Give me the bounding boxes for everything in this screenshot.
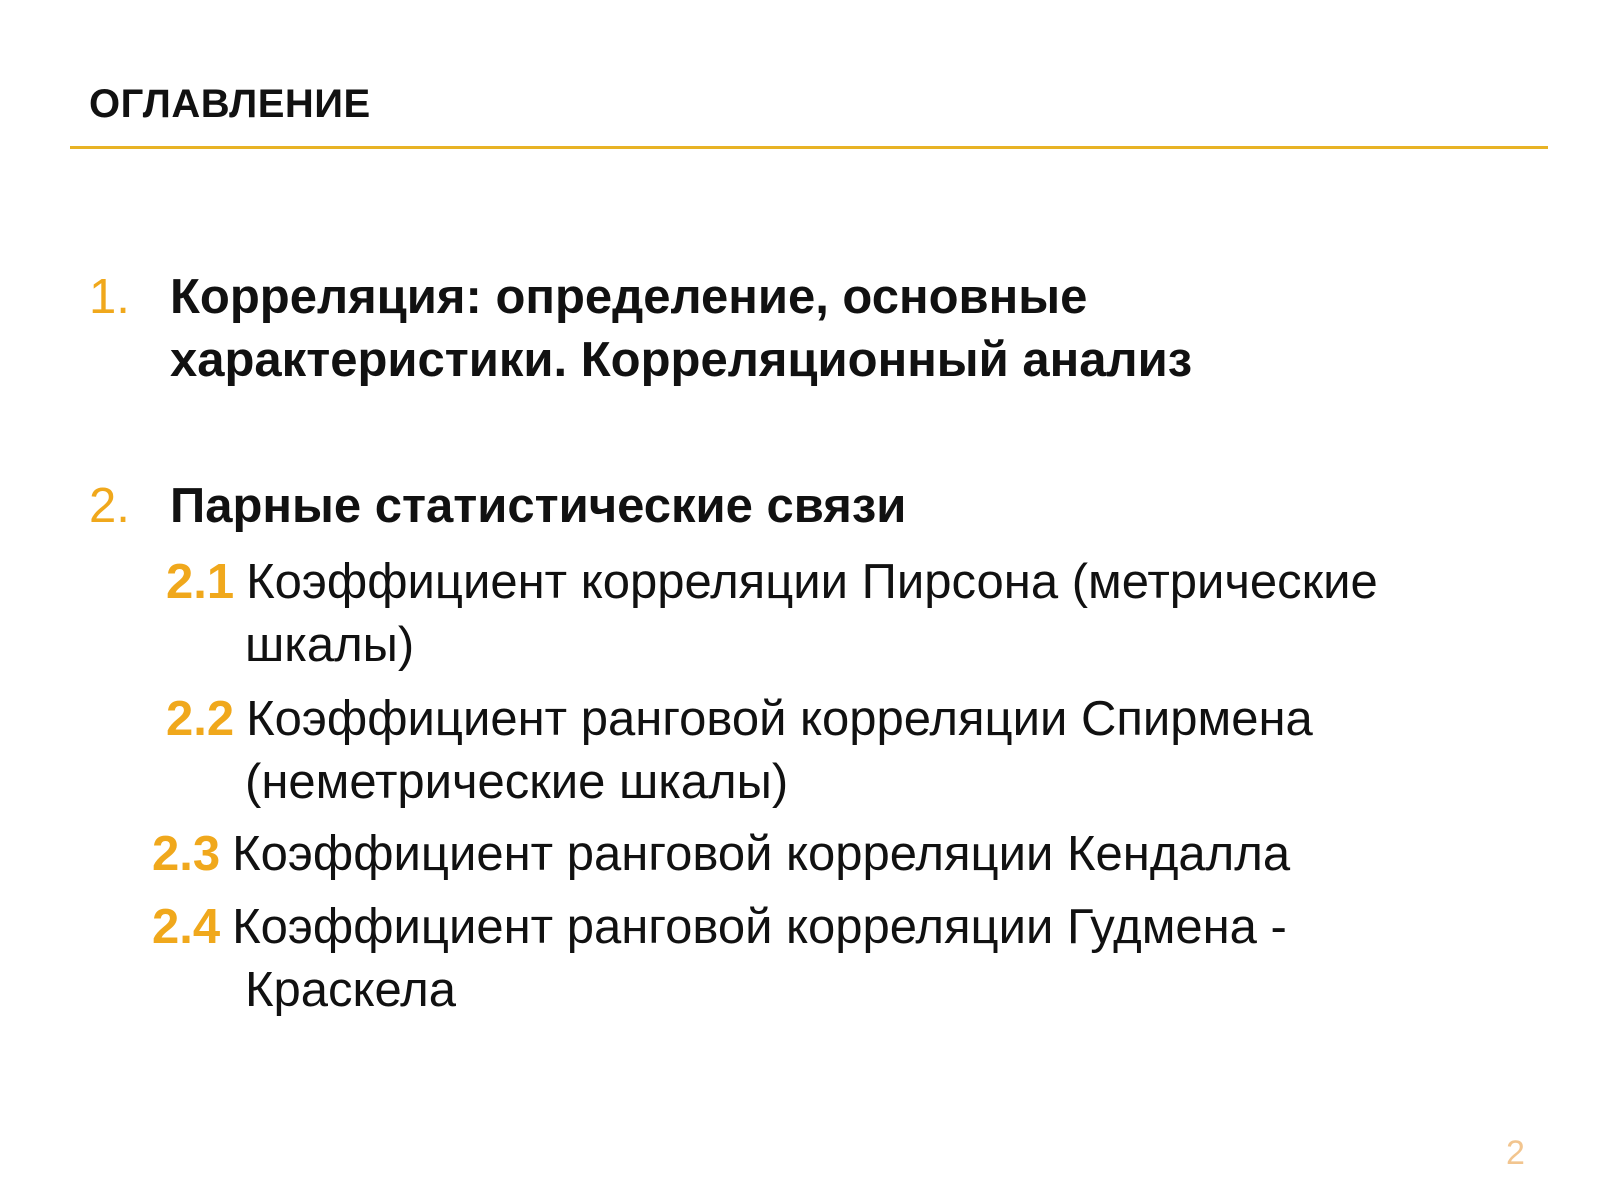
slide-title: ОГЛАВЛЕНИЕ: [89, 82, 371, 126]
toc-subitem-2-4: [152, 896, 1287, 1022]
toc-item-text: [170, 475, 906, 538]
toc-subitem-2-2: [166, 688, 1313, 814]
toc-subitem-number: 2.4: [152, 900, 221, 954]
toc-subitem-line: шкалы): [245, 618, 415, 672]
toc-item-text: [170, 266, 1192, 392]
toc-item-number: 1.: [89, 270, 130, 324]
toc-item-number: 2.: [89, 479, 130, 533]
toc-subitem-number: 2.3: [152, 827, 221, 881]
toc-item-line: Парные статистические связи: [170, 479, 907, 533]
toc-subitem-number: 2.1: [166, 555, 235, 609]
toc-subitem-line: Коэффициент ранговой корреляции Кендалла: [232, 827, 1291, 881]
toc-subitem-number: 2.2: [166, 692, 235, 746]
toc-subitem-2-3: [152, 823, 1290, 886]
toc-subitem-line: (неметрические шкалы): [245, 755, 789, 809]
title-underline: [70, 146, 1548, 149]
toc-subitem-line: Коэффициент ранговой корреляции Спирмена: [246, 692, 1313, 746]
toc-subitem-line: Коэффициент ранговой корреляции Гудмена -: [232, 900, 1287, 954]
page-number: 2: [1506, 1134, 1525, 1172]
toc-subitem-2-1: [166, 551, 1378, 677]
toc-subitem-line: Коэффициент корреляции Пирсона (метрические: [246, 555, 1378, 609]
toc-item-line: Корреляция: определение, основные: [170, 270, 1088, 324]
toc-subitem-line: Краскела: [245, 963, 457, 1017]
toc-item-line: характеристики. Корреляционный анализ: [170, 333, 1193, 387]
